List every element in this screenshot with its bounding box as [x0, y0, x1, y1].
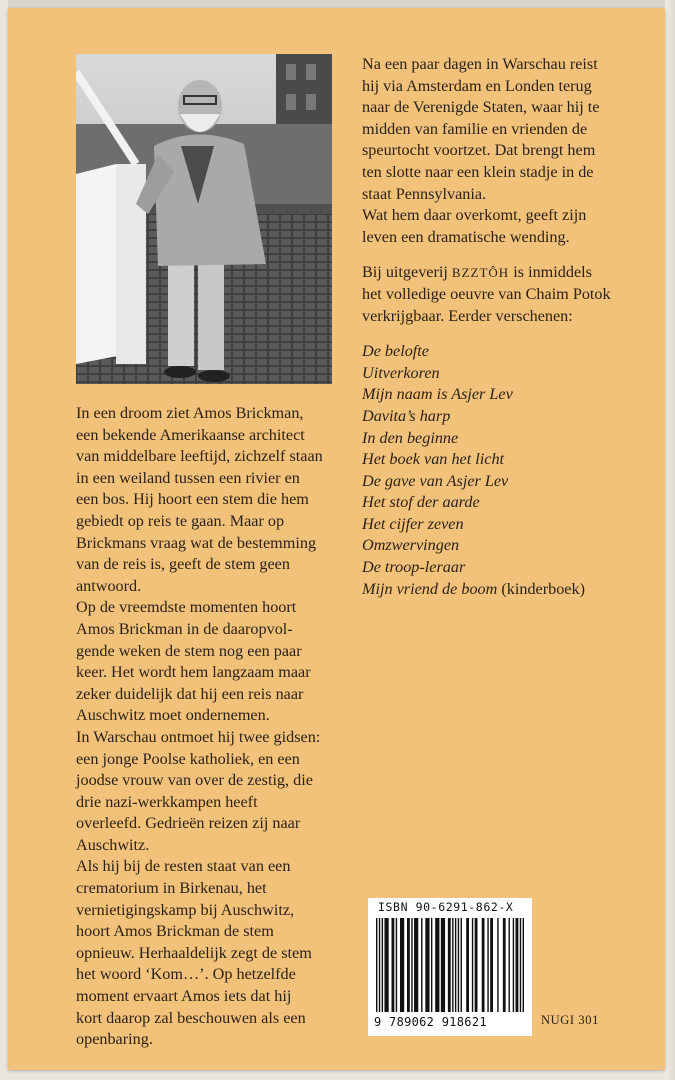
text-line: In Warschau ontmoet hij twee gidsen: — [76, 727, 321, 746]
text-line: Amos Brickman in de daaropvol- — [76, 619, 293, 638]
barcode-bar — [392, 918, 395, 1012]
author-photo — [76, 54, 332, 384]
text-line: crematorium in Birkenau, het — [76, 879, 267, 898]
barcode-bar — [400, 918, 404, 1012]
barcode-bar — [441, 918, 445, 1012]
text-line: speurtocht voortzet. Dat brengt hem — [362, 141, 596, 160]
text-line: Op de vreemdste momenten hoort — [76, 598, 297, 617]
work-title: Davita’s harp — [362, 406, 451, 425]
text-line: keer. Het wordt hem langzaam maar — [76, 663, 311, 682]
nugi-code: NUGI 301 — [541, 1013, 599, 1027]
author-photo-illustration — [76, 54, 332, 384]
text-line: hij via Amsterdam en Londen terug — [362, 76, 592, 95]
barcode-bar — [382, 918, 383, 1012]
work-item — [362, 384, 662, 406]
barcode-bar — [379, 918, 380, 1012]
barcode-bar — [520, 918, 521, 1012]
barcode-bar — [448, 918, 451, 1012]
isbn-text: ISBN 90-6291-862-X — [378, 900, 514, 914]
barcode-bar — [475, 918, 478, 1012]
book-edge — [665, 0, 675, 1080]
synopsis-left — [76, 403, 366, 1051]
barcode-bar — [516, 918, 519, 1012]
barcode-bar — [421, 918, 422, 1012]
text-line: In een droom ziet Amos Brickman, — [76, 404, 304, 422]
barcode-bar — [466, 918, 469, 1012]
work-item — [362, 428, 662, 450]
work-title: Mijn naam is Asjer Lev — [362, 385, 513, 404]
text-line: naar de Verenigde Staten, waar hij te — [362, 98, 600, 117]
text-line: gende weken de stem nog een paar — [76, 641, 302, 660]
text-line: van middelbare leeftijd, zichzelf staan — [76, 447, 323, 466]
text-line: vernietigingskamp bij Auschwitz, — [76, 900, 295, 919]
text-line: zeker duidelijk dat hij een reis naar — [76, 684, 304, 703]
work-title: Mijn vriend de boom — [362, 579, 498, 598]
synopsis-right — [362, 54, 662, 600]
barcode-bar — [407, 918, 410, 1012]
barcode-bar — [482, 918, 485, 1012]
barcode-bars — [374, 918, 526, 1014]
text-line: openbaring. — [76, 1030, 153, 1049]
work-item — [362, 579, 662, 601]
text-line: het woord ‘Kom…’. Op hetzelfde — [76, 965, 296, 984]
text-line: ten slotte naar een klein stadje in de — [362, 162, 594, 181]
ean-text: 9 789062 918621 — [374, 1015, 487, 1029]
work-item — [362, 471, 662, 493]
barcode-bar — [431, 918, 432, 1012]
work-title: In den beginne — [362, 428, 459, 447]
barcode-bar — [435, 918, 439, 1012]
work-item — [362, 341, 662, 363]
barcode-bar — [411, 918, 412, 1012]
text-line: in een weiland tussen een rivier en — [76, 468, 300, 487]
text-line: moment ervaart Amos iets dat hij — [76, 987, 292, 1006]
text-line: Als hij bij de resten staat van een — [76, 857, 291, 876]
text-line: Auschwitz moet ondernemen. — [76, 706, 270, 725]
work-item — [362, 492, 662, 514]
barcode-bar — [523, 918, 524, 1012]
barcode-bar — [455, 918, 456, 1012]
work-item — [362, 449, 662, 471]
text-line: antwoord. — [76, 576, 142, 595]
barcode-bar — [490, 918, 493, 1012]
barcode — [368, 898, 532, 1036]
work-note: (kinderboek) — [497, 579, 585, 598]
publisher-name: BZZTÔH — [451, 265, 510, 281]
barcode-bar — [425, 918, 429, 1012]
work-title: De belofte — [362, 342, 429, 361]
work-title: De gave van Asjer Lev — [362, 471, 509, 490]
text-line: joodse vrouw van over de zestig, die — [76, 771, 313, 790]
barcode-bar — [458, 918, 459, 1012]
barcode-bar — [509, 918, 510, 1012]
barcode-bar — [396, 918, 397, 1012]
work-item — [362, 514, 662, 536]
text-line: hoort Amos Brickman de stem — [76, 922, 274, 941]
barcode-bar — [461, 918, 462, 1012]
barcode-bar — [376, 918, 377, 1012]
text-line: midden van familie en vrienden de — [362, 119, 588, 138]
work-title: Het stof der aarde — [362, 493, 480, 512]
text-line: opnieuw. Herhaaldelijk zegt de stem — [76, 943, 312, 962]
text-line: drie nazi-werkkampen heeft — [76, 792, 258, 811]
text-line: Wat hem daar overkomt, geeft zijn — [362, 206, 587, 225]
barcode-bar — [487, 918, 488, 1012]
publisher-note: Bij uitgeverij BZZTÔH is inmiddels het volledige oeuvre van Chaim Potok verkrijgbaar. Eerder verschenen: — [362, 263, 611, 325]
text-line: gebiedt op reis te gaan. Maar op — [76, 511, 285, 530]
work-item — [362, 363, 662, 385]
text-line: Auschwitz. — [76, 835, 150, 854]
barcode-bar — [503, 918, 506, 1012]
text-line: leven een dramatische wending. — [362, 227, 570, 246]
barcode-bar — [472, 918, 473, 1012]
work-title: Het boek van het licht — [362, 450, 505, 469]
work-item — [362, 557, 662, 579]
work-item — [362, 406, 662, 428]
barcode-bar — [513, 918, 514, 1012]
text-line: Na een paar dagen in Warschau reist — [362, 55, 598, 73]
text-line: Brickmans vraag wat de bestemming — [76, 533, 317, 552]
work-title: Omzwervingen — [362, 536, 460, 555]
work-title: Het cijfer zeven — [362, 514, 464, 533]
work-title: Uitverkoren — [362, 363, 440, 382]
works-list — [362, 341, 662, 600]
barcode-bar — [497, 918, 498, 1012]
synopsis-continued — [362, 54, 662, 248]
text-line: een bekende Amerikaanse architect — [76, 425, 305, 444]
text-line: een bos. Hij hoort een stem die hem — [76, 490, 309, 509]
text-line: staat Pennsylvania. — [362, 184, 487, 203]
text-line: kort daarop zal beschouwen als een — [76, 1008, 306, 1027]
text-line: een jonge Poolse katholiek, en een — [76, 749, 300, 768]
barcode-bar — [384, 918, 388, 1012]
text-line: overleefd. Gedrieën reizen zij naar — [76, 814, 301, 833]
work-title: De troop-leraar — [362, 558, 466, 577]
barcode-bar — [452, 918, 453, 1012]
work-item — [362, 535, 662, 557]
barcode-bar — [414, 918, 418, 1012]
text-line: van de reis is, geeft de stem geen — [76, 555, 290, 574]
